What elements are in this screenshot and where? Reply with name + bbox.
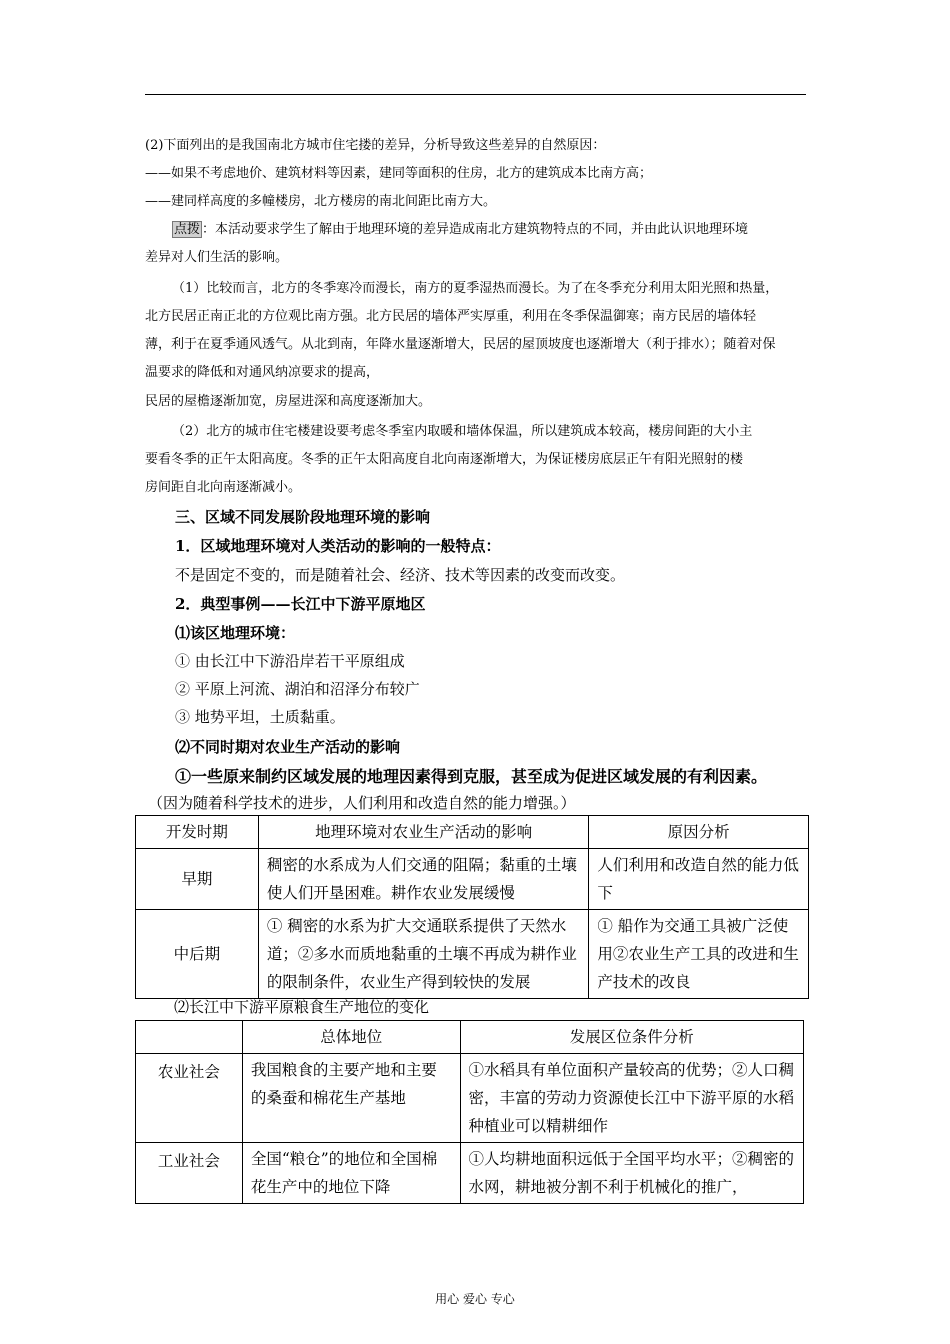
sub1-heading: 1．区域地理环境对人类活动的影响的一般特点：: [175, 537, 501, 555]
answer1-line: 北方民居正南正北的方位观比南方强。北方民居的墙体严实厚重，利用在冬季保温御寒；南方民居的墙体轻: [145, 309, 757, 324]
answer2-line: 要看冬季的正午太阳高度。冬季的正午太阳高度自北向南逐渐增大，为保证楼房底层正午有阳光照射的楼: [145, 452, 744, 467]
section-title: 三、区域不同发展阶段地理环境的影响: [175, 508, 431, 526]
answer1-line: （1）比较而言，北方的冬季寒冷而漫长，南方的夏季湿热而漫长。为了在冬季充分利用太阳光照和热量，: [172, 281, 779, 296]
analysis-cell: ①人均耕地面积远低于全国平均水平；②稠密的水网，耕地被分割不利于机械化的推广，: [460, 1143, 803, 1204]
hint-text: ：本活动要求学生了解由于地理环境的差异造成南北方建筑物特点的不同，并由此认识地理环境: [202, 222, 749, 237]
header-cell: 发展区位条件分析: [460, 1021, 803, 1054]
header-cell: 地理环境对农业生产活动的影响: [258, 816, 588, 849]
answer1-line: 民居的屋檐逐渐加宽，房屋进深和高度逐渐加大。: [145, 394, 432, 409]
impact-cell: ① 稠密的水系为扩大交通联系提供了天然水道；②多水而质地黏重的土壤不再成为耕作业的限制条件，农业生产得到较快的发展: [258, 910, 588, 999]
header-cell: 原因分析: [589, 816, 809, 849]
header-rule: [145, 94, 806, 95]
table-row: [136, 1054, 804, 1143]
impact-cell: 稠密的水系成为人们交通的阻隔；黏重的土壤使人们开垦困难。耕作农业发展缓慢: [258, 849, 588, 910]
sub1-text: 不是固定不变的，而是随着社会、经济、技术等因素的改变而改变。: [175, 566, 626, 584]
point-b: ——建同样高度的多幢楼房，北方楼房的南北间距比南方大。: [145, 194, 497, 209]
table2-caption: ⑵长江中下游平原粮食生产地位的变化: [174, 998, 430, 1016]
impact-point: ①一些原来制约区域发展的地理因素得到克服，甚至成为促进区域发展的有利因素。: [175, 767, 768, 786]
period-cell: 早期: [136, 849, 259, 910]
hint-line2: 差异对人们生活的影响。: [145, 250, 289, 265]
answer2-line: 房间距自北向南逐渐减小。: [145, 480, 302, 495]
header-cell: 总体地位: [242, 1021, 460, 1054]
answer2-line: （2）北方的城市住宅楼建设要考虑冬季室内取暖和墙体保温，所以建筑成本较高，楼房间距的大小主: [172, 424, 753, 439]
env-item: ① 由长江中下游沿岸若干平原组成: [175, 652, 405, 670]
impact-note: （因为随着科学技术的进步，人们利用和改造自然的能力增强。）: [148, 794, 576, 812]
question-text: (2)下面列出的是我国南北方城市住宅搂的差异，分析导致这些差异的自然原因：: [145, 138, 606, 153]
table-row: [136, 849, 809, 910]
grain-status-table: [135, 1020, 804, 1204]
sub2-heading: 2．典型事例——长江中下游平原地区: [175, 595, 426, 613]
hint-label: 点拨: [174, 222, 201, 237]
hint-line1: [172, 218, 837, 237]
answer1-line: 温要求的降低和对通风纳凉要求的提高，: [145, 365, 380, 380]
table-header-row: [136, 1021, 804, 1054]
env-item: ③ 地势平坦，土质黏重。: [175, 708, 345, 726]
reason-cell: ① 船作为交通工具被广泛使用②农业生产工具的改进和生产技术的改良: [589, 910, 809, 999]
env-title: ⑴该区地理环境：: [175, 624, 296, 642]
env-item: ② 平原上河流、湖泊和沼泽分布较广: [175, 680, 420, 698]
header-cell: [136, 1021, 243, 1054]
answer1-line: 薄，利于在夏季通风透气。从北到南，年降水量逐渐增大，民居的屋顶坡度也逐渐增大（利于排水）；随着对保: [145, 337, 776, 352]
point-a: ——如果不考虑地价、建筑材料等因素，建同等面积的住房，北方的建筑成本比南方高；: [145, 166, 653, 181]
period-cell: 中后期: [136, 910, 259, 999]
header-cell: 开发时期: [136, 816, 259, 849]
reason-cell: 人们利用和改造自然的能力低下: [589, 849, 809, 910]
table-row: [136, 1143, 804, 1204]
status-cell: 全国“粮仓”的地位和全国棉花生产中的地位下降: [242, 1143, 460, 1204]
table-header-row: [136, 816, 809, 849]
status-cell: 我国粮食的主要产地和主要的桑蚕和棉花生产基地: [242, 1054, 460, 1143]
analysis-cell: ①水稻具有单位面积产量较高的优势；②人口稠密，丰富的劳动力资源使长江中下游平原的水稻种植业可以精耕细作: [460, 1054, 803, 1143]
stage-cell: 农业社会: [136, 1054, 243, 1143]
impact-title: ⑵不同时期对农业生产活动的影响: [175, 738, 401, 756]
stage-cell: 工业社会: [136, 1143, 243, 1204]
development-table: [135, 815, 809, 999]
table-row: [136, 910, 809, 999]
page-footer: 用心 爱心 专心: [435, 1292, 515, 1306]
